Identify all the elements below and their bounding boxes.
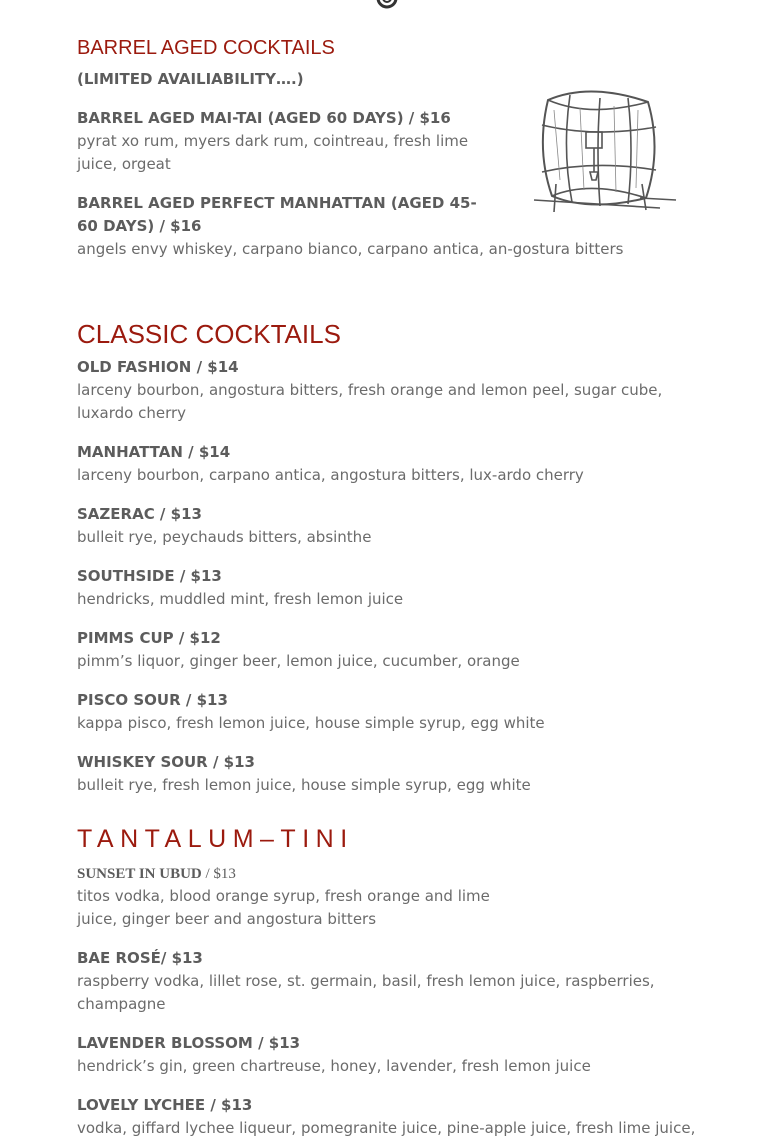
item-description: hendrick’s gin, green chartreuse, honey, lavender, fresh lemon juice	[77, 1057, 591, 1075]
item-name: LAVENDER BLOSSOM / $13	[77, 1034, 301, 1052]
item-name: MANHATTAN / $14	[77, 443, 231, 461]
menu-item	[77, 441, 697, 487]
menu-item	[77, 751, 697, 797]
item-description: larceny bourbon, angostura bitters, fresh orange and lemon peel, sugar cube, luxardo cherry	[77, 381, 663, 422]
menu-item	[77, 107, 477, 176]
menu-item	[77, 947, 677, 1016]
item-name: SAZERAC / $13	[77, 505, 202, 523]
item-description: kappa pisco, fresh lemon juice, house simple syrup, egg white	[77, 714, 545, 732]
item-name: PISCO SOUR / $13	[77, 691, 228, 709]
menu-item	[77, 356, 677, 425]
item-name: PIMMS CUP / $12	[77, 629, 221, 647]
item-description: raspberry vodka, lillet rose, st. germain, basil, fresh lemon juice, raspberries, champagne	[77, 972, 655, 1013]
item-description: bulleit rye, fresh lemon juice, house simple syrup, egg white	[77, 776, 531, 794]
menu-item	[77, 565, 697, 611]
item-name	[77, 863, 507, 885]
item-name: LOVELY LYCHEE / $13	[77, 1096, 253, 1114]
item-name: SOUTHSIDE / $13	[77, 567, 222, 585]
item-description: pyrat xo rum, myers dark rum, cointreau, fresh lime juice, orgeat	[77, 132, 469, 173]
item-description: angels envy whiskey, carpano bianco, carpano antica, an-gostura bitters	[77, 240, 624, 258]
item-name: OLD FASHION / $14	[77, 358, 239, 376]
menu-item	[77, 1032, 697, 1078]
item-name: WHISKEY SOUR / $13	[77, 753, 255, 771]
section-title-barrel-aged: BARREL AGED COCKTAILS	[77, 37, 335, 59]
limited-availability-note: (LIMITED AVAILIABILITY….)	[77, 70, 304, 88]
swirl-icon	[367, 0, 407, 10]
barrel-illustration	[530, 80, 680, 220]
menu-item	[77, 627, 697, 673]
section-title-classic-cocktails: CLASSIC COCKTAILS	[77, 319, 341, 349]
menu-item	[77, 689, 697, 735]
item-description: vodka, giffard lychee liqueur, pomegranite juice, pine-apple juice, fresh lime juice,	[77, 1119, 696, 1137]
item-description: pimm’s liquor, ginger beer, lemon juice, cucumber, orange	[77, 652, 520, 670]
item-name: BARREL AGED PERFECT MANHATTAN (AGED 45-60 DAYS) / $16	[77, 194, 477, 235]
menu-item	[77, 503, 697, 549]
section-title-tantalum-tini: TANTALUM–TINI	[77, 825, 354, 853]
menu-item	[77, 863, 507, 931]
item-description: hendricks, muddled mint, fresh lemon juice	[77, 590, 404, 608]
item-name-text: SUNSET IN UBUD	[77, 866, 202, 882]
item-price: / $13	[201, 866, 236, 882]
menu-item	[77, 1094, 757, 1140]
item-name: BAE ROSÉ/ $13	[77, 949, 203, 967]
item-description: larceny bourbon, carpano antica, angostura bitters, lux-ardo cherry	[77, 466, 584, 484]
item-description: titos vodka, blood orange syrup, fresh orange and lime juice, ginger beer and angostura bitters	[77, 887, 490, 928]
item-name: BARREL AGED MAI-TAI (AGED 60 DAYS) / $16	[77, 109, 451, 127]
item-description: bulleit rye, peychauds bitters, absinthe	[77, 528, 372, 546]
